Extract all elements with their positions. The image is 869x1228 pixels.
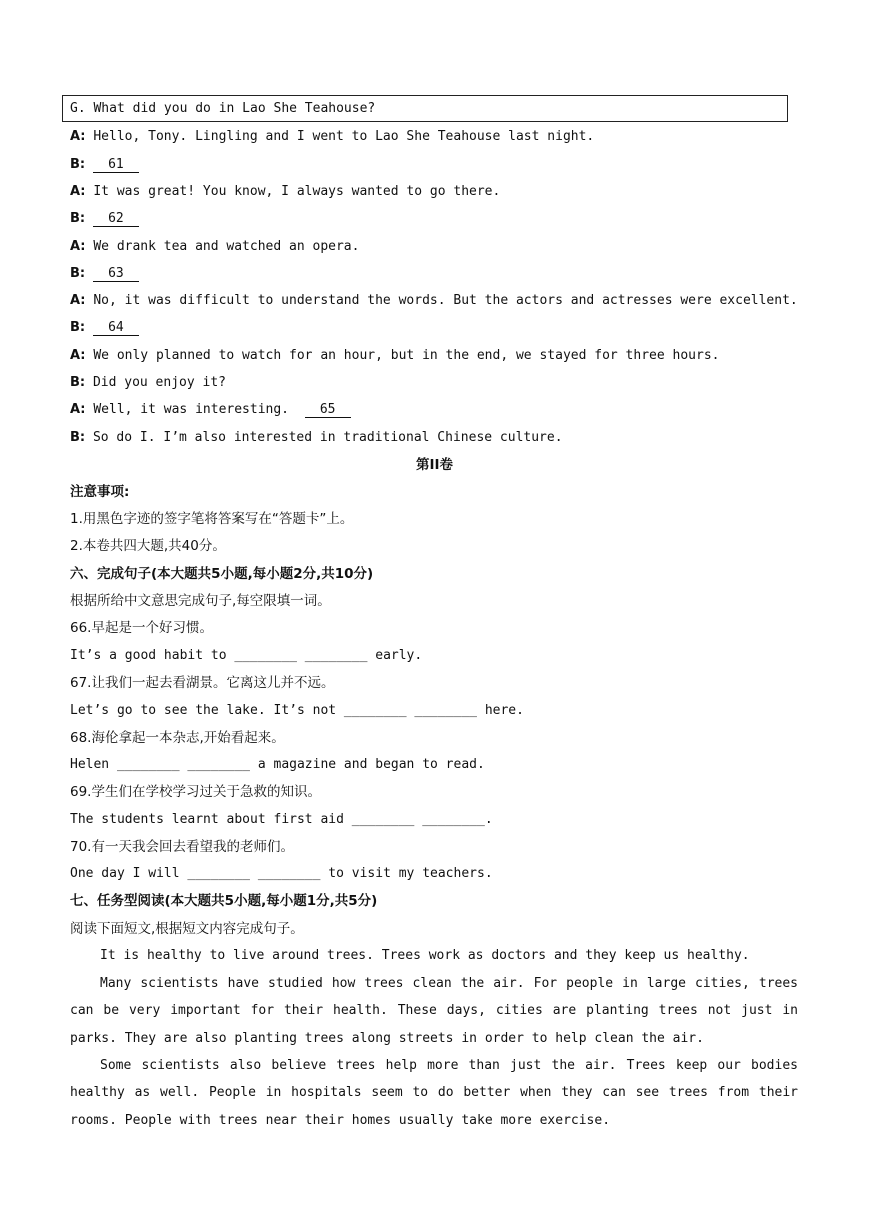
option-g-box [62, 95, 788, 122]
dialogue-line [70, 129, 594, 145]
volume-title: 第II卷 [415, 457, 454, 473]
dialogue-text: We only planned to watch for an hour, but in the end, we stayed for three hours. [93, 348, 720, 363]
speaker-label: B: [70, 320, 86, 335]
speaker-label: B: [70, 211, 86, 226]
speaker-label: A: [70, 348, 86, 363]
speaker-label: A: [70, 184, 86, 199]
question-en: It’s a good habit to ________ ________ early. [70, 648, 423, 663]
section7-instruction: 阅读下面短文,根据短文内容完成句子。 [70, 921, 304, 937]
answer-blank-61[interactable]: 61 [93, 158, 139, 173]
answer-blank-62[interactable]: 62 [93, 212, 139, 227]
section7-heading: 七、任务型阅读(本大题共5小题,每小题1分,共5分) [70, 893, 378, 909]
speaker-label: B: [70, 375, 86, 390]
notes-item: 2.本卷共四大题,共40分。 [70, 538, 226, 554]
dialogue-line [70, 211, 139, 227]
section6-instruction: 根据所给中文意思完成句子,每空限填一词。 [70, 593, 331, 609]
question-en: One day I will ________ ________ to visit my teachers. [70, 866, 493, 881]
reading-paragraph: It is healthy to live around trees. Trees work as doctors and they keep us healthy. [100, 948, 750, 963]
notes-item: 1.用黑色字迹的签字笔将答案写在“答题卡”上。 [70, 511, 354, 527]
speaker-label: A: [70, 239, 86, 254]
dialogue-line [70, 239, 359, 255]
question-cn: 67.让我们一起去看湖景。它离这儿并不远。 [70, 675, 335, 691]
speaker-label: B: [70, 430, 86, 445]
question-en: Let’s go to see the lake. It’s not ________ ________ here. [70, 703, 524, 718]
answer-blank-65[interactable]: 65 [305, 403, 351, 418]
reading-paragraph: Some scientists also believe trees help more than just the air. Trees keep our bodies healthy as well. People in hospitals seem to do better when they can see trees from their rooms. People with trees near their homes usually take more exercise. [70, 1058, 798, 1128]
dialogue-text: Well, it was interesting. [93, 402, 290, 417]
question-cn: 70.有一天我会回去看望我的老师们。 [70, 839, 294, 855]
question-en: Helen ________ ________ a magazine and began to read. [70, 757, 485, 772]
dialogue-text: We drank tea and watched an opera. [93, 239, 360, 254]
option-g-text: G. What did you do in Lao She Teahouse? [70, 101, 376, 116]
dialogue-text: It was great! You know, I always wanted to go there. [93, 184, 501, 199]
answer-blank-63[interactable]: 63 [93, 267, 139, 282]
speaker-label: B: [70, 266, 86, 281]
notes-heading: 注意事项: [70, 484, 130, 500]
question-cn: 69.学生们在学校学习过关于急救的知识。 [70, 784, 321, 800]
question-cn: 66.早起是一个好习惯。 [70, 620, 213, 636]
dialogue-line [70, 430, 563, 446]
answer-blank-64[interactable]: 64 [93, 321, 139, 336]
dialogue-text: No, it was difficult to understand the words. But the actors and actresses were excellent. [93, 293, 798, 308]
question-en: The students learnt about first aid ________ ________. [70, 812, 493, 827]
section6-heading: 六、完成句子(本大题共5小题,每小题2分,共10分) [70, 566, 374, 582]
speaker-label: A: [70, 293, 86, 308]
speaker-label: B: [70, 157, 86, 172]
dialogue-line [70, 348, 719, 364]
dialogue-line [70, 293, 798, 309]
dialogue-line [70, 157, 139, 173]
speaker-label: A: [70, 129, 86, 144]
dialogue-line [70, 320, 139, 336]
dialogue-text: So do I. I’m also interested in traditional Chinese culture. [92, 430, 563, 445]
dialogue-line [70, 184, 500, 200]
dialogue-line [70, 375, 226, 391]
speaker-label: A: [70, 402, 86, 417]
reading-paragraph: Many scientists have studied how trees clean the air. For people in large cities, trees can be very important for their health. These days, cities are planting trees not just in parks. They are also planting trees along streets in order to help clean the air. [70, 976, 798, 1046]
dialogue-text: Did you enjoy it? [92, 375, 226, 390]
dialogue-line [70, 266, 139, 282]
dialogue-line [70, 402, 351, 418]
question-cn: 68.海伦拿起一本杂志,开始看起来。 [70, 730, 285, 746]
dialogue-text: Hello, Tony. Lingling and I went to Lao She Teahouse last night. [93, 129, 595, 144]
